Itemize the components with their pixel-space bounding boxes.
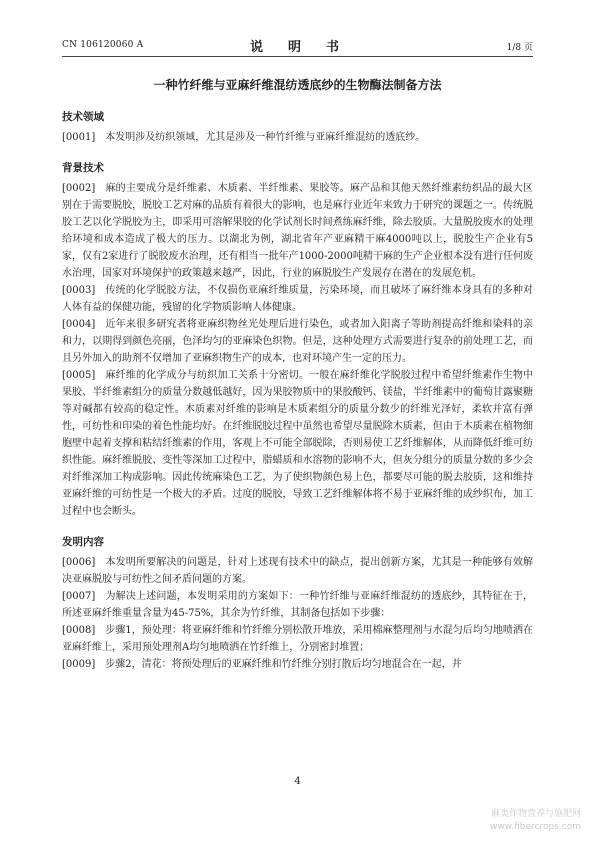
section-gap bbox=[62, 520, 533, 534]
page-header bbox=[62, 36, 533, 54]
section-heading: 背景技术 bbox=[62, 162, 104, 174]
paragraph bbox=[62, 316, 533, 367]
paragraph-text: 近年来很多研究者将亚麻织物丝光处理后进行染色，或者加入阳离子等助剂提高纤维和染料的亲和力，以期得到颜色亮丽，色泽均匀的亚麻染色织物。但是，这种处理方式需要进行复杂的前处理工艺，而且另外加入的助剂不仅增加了亚麻织物生产的成本，也对环境产生一定的压力。 bbox=[62, 319, 533, 364]
paragraph-text: 本发明涉及纺织领域，尤其是涉及一种竹纤维与亚麻纤维混纺的透底纱。 bbox=[105, 132, 426, 143]
paragraph bbox=[62, 367, 533, 520]
paragraph-text: 传统的化学脱胶方法，不仅损伤亚麻纤维质量，污染环境，而且破坏了麻纤维本身具有的多种对人体有益的保健功能，残留的化学物质影响人体健康。 bbox=[62, 285, 533, 313]
document-title: 一种竹纤维与亚麻纤维混纺透底纱的生物酶法制备方法 bbox=[153, 78, 442, 92]
paragraph-text: 麻纤维的化学成分与纺织加工关系十分密切。一般在麻纤维化学脱胶过程中希望纤维素作生物中果胶、半纤维素组分的质量分数越低越好，因为果胶物质中的果胶酸钙、镁盐，半纤维素中的葡萄甘露聚糖等对碱都有较高的稳定性。木质素对纤维的影响是木质素组分的质量分数少的纤维光泽好，柔软并富有弹性，可纺性和印染的着色性能均好。在纤维脱胶过程中虽然也希望尽量脱除木质素，但由于木质素在植物细胞壁中起着支撑和粘结纤维素的作用，客观上不可能全部脱除，否则易使工艺纤维解体，从而降低纤维可纺织性能。麻纤维脱胶、变性等深加工过程中，脂蜡质和水溶物的影响不大，但灰分组分的质量分数的多少会对纤维深加工构成影响。因此传统麻染色工艺，为了使织物颜色易上色，都要尽可能的脱去胶质，这和维持亚麻纤维的可纺性是一个极大的矛盾。过度的脱胶，导致工艺纤维解体将不易于亚麻纤维的成纱织布，加工过程中也会断头。 bbox=[62, 370, 533, 517]
watermark-site-name: 麻类作物营养与施肥网 bbox=[490, 809, 581, 819]
paragraph-text: 麻的主要成分是纤维素、木质素、半纤维素、果胶等。麻产品和其他天然纤维素纺织品的最大区别在于需要脱胶，脱胶工艺对麻的品质有着很大的影响，也是麻行业近年来致力于研究的课题之一。传统脱胶工艺以化学脱胶为主，即采用可溶解果胶的化学试剂长时间煮练麻纤维，除去胶质。大量脱胶废水的处理给环境和成本造成了极大的压力。以湖北为例，湖北省年产亚麻精干麻4000吨以上，脱胶生产企业有5家，仅有2家进行了脱胶废水治理，还有相当一批年产1000-2000吨精干麻的生产企业根本没有进行任何废水治理，国家对环境保护的政策越来越严，因此，行业的麻脱胶生产发展存在潜在的发展危机。 bbox=[62, 183, 533, 279]
section-heading: 技术领域 bbox=[62, 111, 104, 123]
page-count: 1/8 页 bbox=[506, 43, 533, 53]
paragraph-number: [0005] bbox=[62, 370, 96, 381]
paragraph-number: [0002] bbox=[62, 183, 96, 194]
paragraph bbox=[62, 656, 533, 673]
paragraph-number: [0007] bbox=[62, 591, 96, 602]
paragraph bbox=[62, 588, 533, 622]
paragraph-number: [0004] bbox=[62, 319, 96, 330]
watermark-url: www.fibercrops.com bbox=[490, 822, 581, 832]
document-body bbox=[62, 109, 533, 673]
paragraph-text: 为解决上述问题，本发明采用的方案如下：一种竹纤维与亚麻纤维混纺的透底纱，其特征在于，所述亚麻纤维重量含量为45-75%，其余为竹纤维，其制备包括如下步骤： bbox=[62, 591, 533, 619]
section-gap bbox=[62, 146, 533, 160]
paragraph-text: 步骤2，清花：将预处理后的亚麻纤维和竹纤维分别打散后均匀地混合在一起，并 bbox=[105, 659, 462, 670]
header-title: 说 明 书 bbox=[249, 40, 345, 55]
paragraph-number: [0006] bbox=[62, 557, 96, 568]
header-rule bbox=[62, 56, 533, 57]
paragraph bbox=[62, 282, 533, 316]
section-heading: 发明内容 bbox=[62, 536, 104, 548]
paragraph-number: [0003] bbox=[62, 285, 96, 296]
page-number: 4 bbox=[294, 776, 301, 787]
patent-number: CN 106120060 A bbox=[62, 40, 144, 50]
paragraph bbox=[62, 554, 533, 588]
paragraph bbox=[62, 622, 533, 656]
paragraph-text: 步骤1，预处理：将亚麻纤维和竹纤维分别松散开堆放，采用棉麻整理剂与水混匀后均匀地喷洒在亚麻纤维上，采用预处理剂A均匀地喷洒在竹纤维上，分别密封堆置； bbox=[62, 625, 533, 653]
watermark bbox=[490, 808, 581, 834]
paragraph bbox=[62, 180, 533, 282]
paragraph-number: [0009] bbox=[62, 659, 96, 670]
paragraph-text: 本发明所要解决的问题是，针对上述现有技术中的缺点，提出创新方案，尤其是一种能够有效解决亚麻脱胶与可纺性之间矛盾问题的方案。 bbox=[62, 557, 533, 585]
paragraph bbox=[62, 129, 533, 146]
paragraph-number: [0001] bbox=[62, 132, 96, 143]
paragraph-number: [0008] bbox=[62, 625, 96, 636]
